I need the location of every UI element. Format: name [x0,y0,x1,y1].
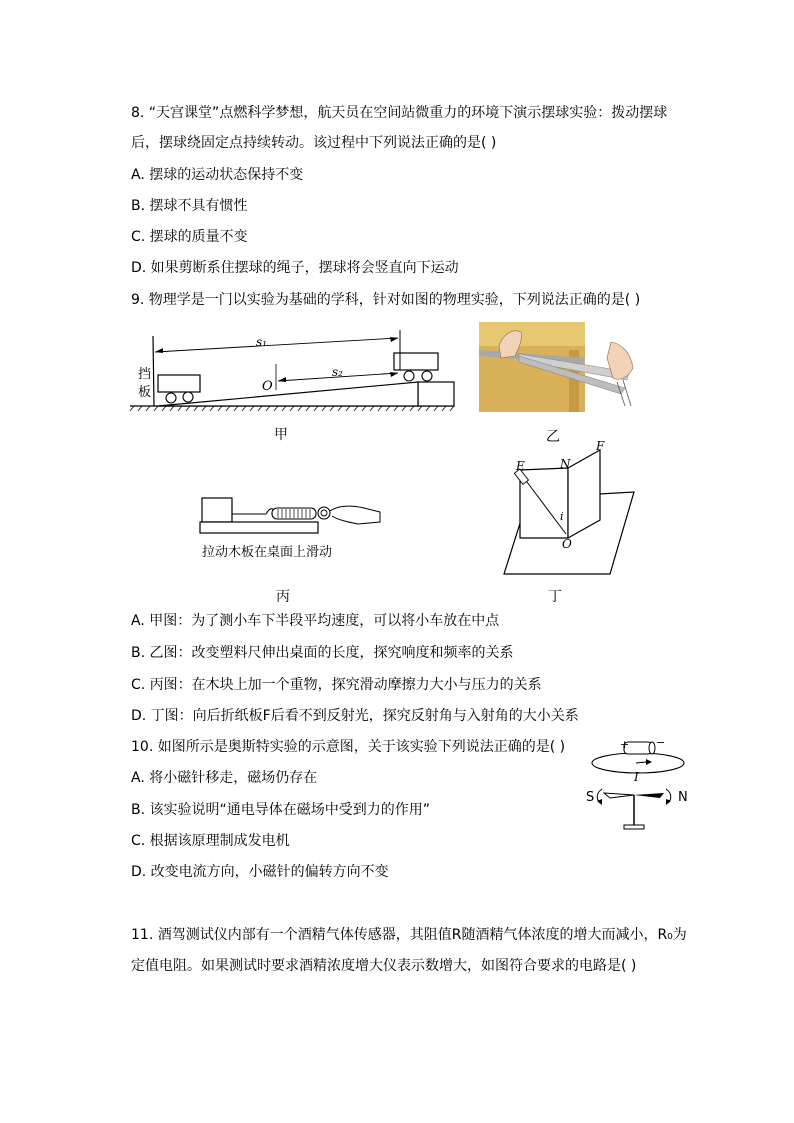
label-o: O [262,379,273,394]
q8-option-b: B. 摆球不具有惯性 [131,198,248,214]
label-baffle-1: 挡 [138,367,152,382]
label-e: E [516,459,525,473]
q8-stem-line2: 后，摆球绕固定点持续转动。该过程中下列说法正确的是( ) [131,135,497,151]
caption-yi: 乙 [546,429,560,445]
q9-option-b: B. 乙图：改变塑料尺伸出桌面的长度，探究响度和频率的关系 [131,645,514,661]
label-o: O [562,537,572,551]
label-n-pole: N [678,790,688,805]
q9-option-a: A. 甲图：为了测小车下半段平均速度，可以将小车放在中点 [131,613,500,629]
q9-option-d: D. 丁图：向后折纸板F后看不到反射光，探究反射角与入射角的大小关系 [131,708,579,724]
caption-bing: 丙 [276,589,290,605]
q10-option-c: C. 根据该原理制成发电机 [131,833,290,849]
q10-option-a: A. 将小磁针移走，磁场仍存在 [131,770,318,786]
label-plus: + [620,738,630,751]
label-s2: s₂ [332,365,343,379]
label-pull-board: 拉动木板在桌面上滑动 [202,545,333,560]
q11-stem-line1: 11. 酒驾测试仪内部有一个酒精气体传感器，其阻值R随酒精气体浓度的增大而减小，R₀为 [131,927,687,943]
q9-stem: 9. 物理学是一门以实验为基础的学科，针对如图的物理实验，下列说法正确的是( ) [131,292,641,308]
figure-jia-incline [128,326,458,412]
caption-ding: 丁 [548,589,562,605]
q8-option-a: A. 摆球的运动状态保持不变 [131,167,304,183]
q10-option-d: D. 改变电流方向，小磁针的偏转方向不变 [131,864,389,880]
q11-stem-line2: 定值电阻。如果测试时要求酒精浓度增大仪表示数增大，如图符合要求的电路是( ) [131,958,637,974]
q8-option-d: D. 如果剪断系住摆球的绳子，摆球将会竖直向下运动 [131,260,459,276]
label-current: I [634,770,639,784]
label-baffle-2: 板 [138,385,152,400]
figure-oersted [580,735,690,835]
q10-option-b: B. 该实验说明“通电导体在磁场中受到力的作用” [131,802,431,818]
label-n: N [560,457,571,471]
q8-stem-line1: 8. “天宫课堂”点燃科学梦想，航天员在空间站微重力的环境下演示摆球实验：拨动摆球 [131,105,668,121]
q8-option-c: C. 摆球的质量不变 [131,229,248,245]
figure-yi-ruler-photo [479,322,639,412]
label-f: F [596,439,605,453]
label-s1: s₁ [256,335,267,349]
caption-jia: 甲 [274,427,288,443]
label-i: i [560,510,564,523]
label-s-pole: S [586,790,595,805]
q9-option-c: C. 丙图：在木块上加一个重物，探究滑动摩擦力大小与压力的关系 [131,677,542,693]
q10-stem: 10. 如图所示是奥斯特实验的示意图，关于该实验下列说法正确的是( ) [131,739,566,755]
figure-bing-friction [198,494,382,566]
figure-ding-reflection [500,438,640,578]
label-minus: − [656,736,666,749]
